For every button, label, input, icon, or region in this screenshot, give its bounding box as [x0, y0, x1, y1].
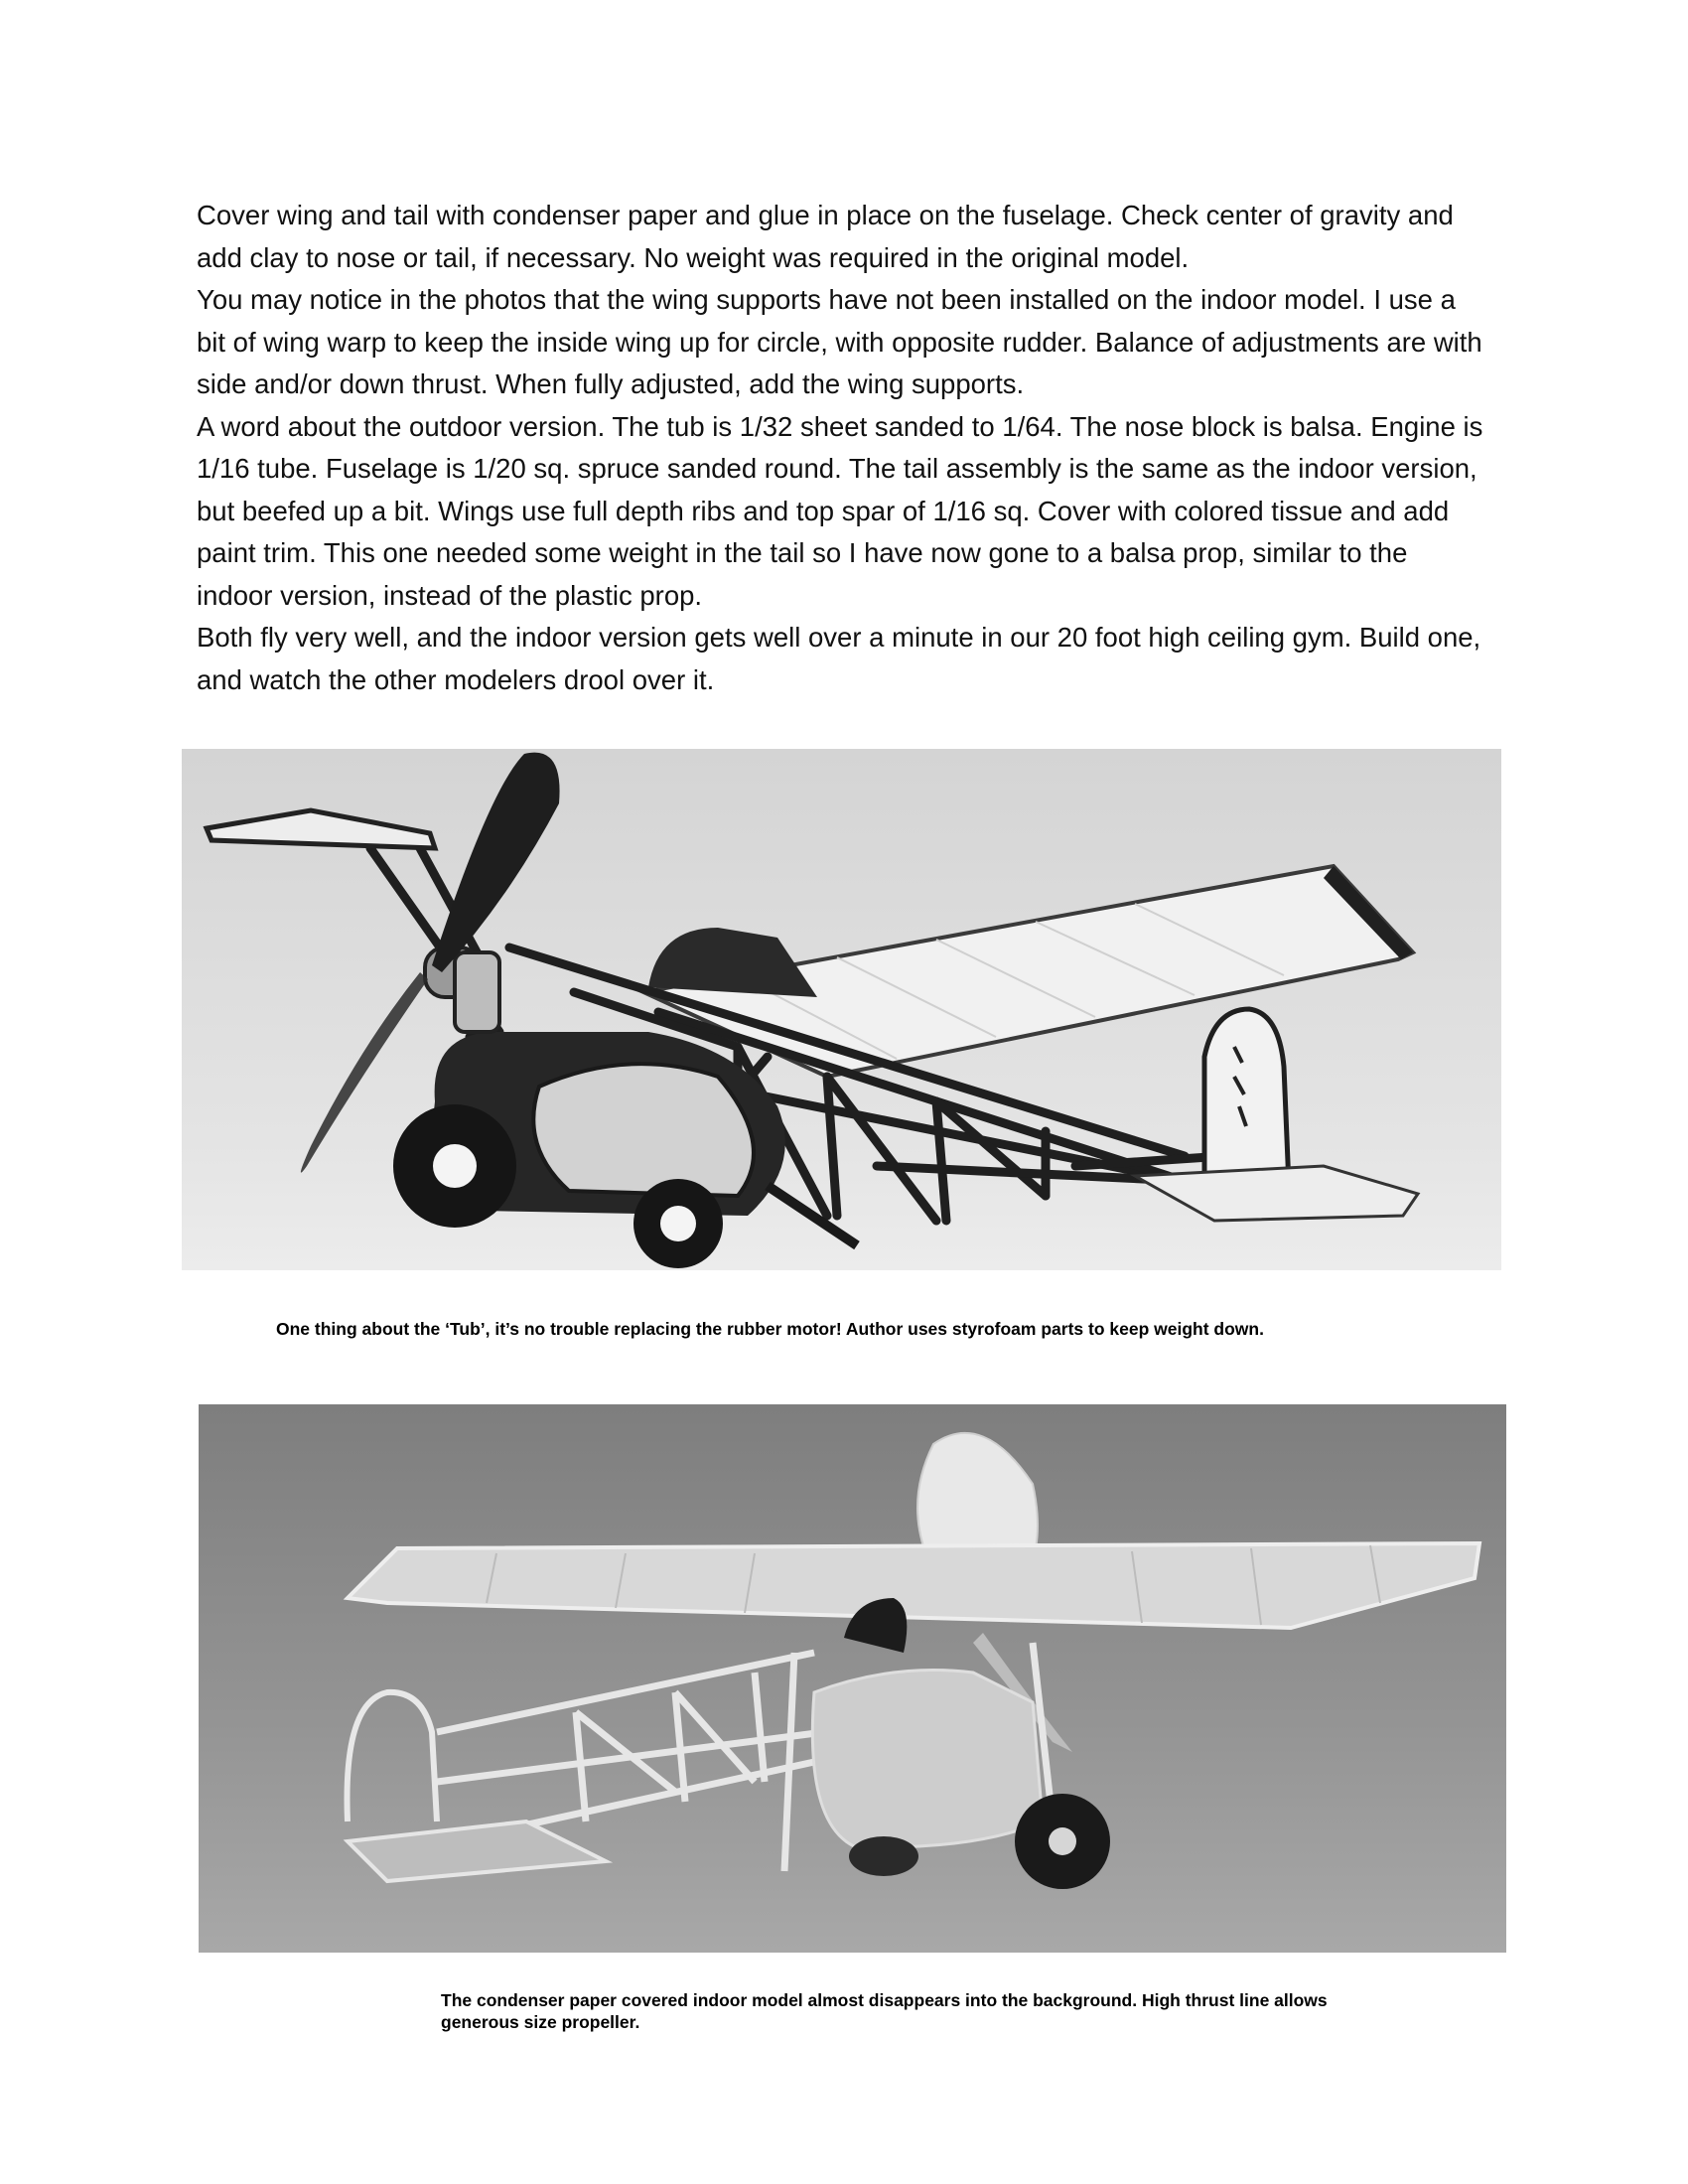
paragraph: A word about the outdoor version. The tub is 1/32 sheet sanded to 1/64. The nose block is balsa. Engine is 1/16 tube. Fuselage is 1/20 sq. spruce sanded round. The tail assembly is the same as the indoor version, but beefed up a bit. Wings use full depth ribs and top spar of 1/16 sq. Cover with colored tissue and add paint trim. This one needed some weight in the tail so I have now gone to a balsa prop, similar to the indoor version, instead of the plastic prop.: [197, 410, 1483, 611]
photo-indoor-model: [199, 1404, 1506, 1953]
paragraph: Cover wing and tail with condenser paper and glue in place on the fuselage. Check center of gravity and add clay to nose or tail, if necessary. No weight was required in the original model.: [197, 200, 1454, 273]
paragraph: Both fly very well, and the indoor version gets well over a minute in our 20 foot high ceiling gym. Build one, and watch the other modelers drool over it.: [197, 622, 1481, 695]
photo-caption: One thing about the ‘Tub’, it’s no trouble replacing the rubber motor! Author uses styrofoam parts to keep weight down.: [276, 1319, 1264, 1339]
photo-outdoor-model: [182, 749, 1501, 1270]
photo-caption: The condenser paper covered indoor model almost disappears into the background. High thrust line allows generous size propeller.: [441, 1990, 1328, 2032]
paragraph: You may notice in the photos that the wing supports have not been installed on the indoor model. I use a bit of wing warp to keep the inside wing up for circle, with opposite rudder. Balance of adjustments are with side and/or down thrust. When fully adjusted, add the wing supports.: [197, 284, 1482, 399]
article-text: [197, 195, 1487, 701]
